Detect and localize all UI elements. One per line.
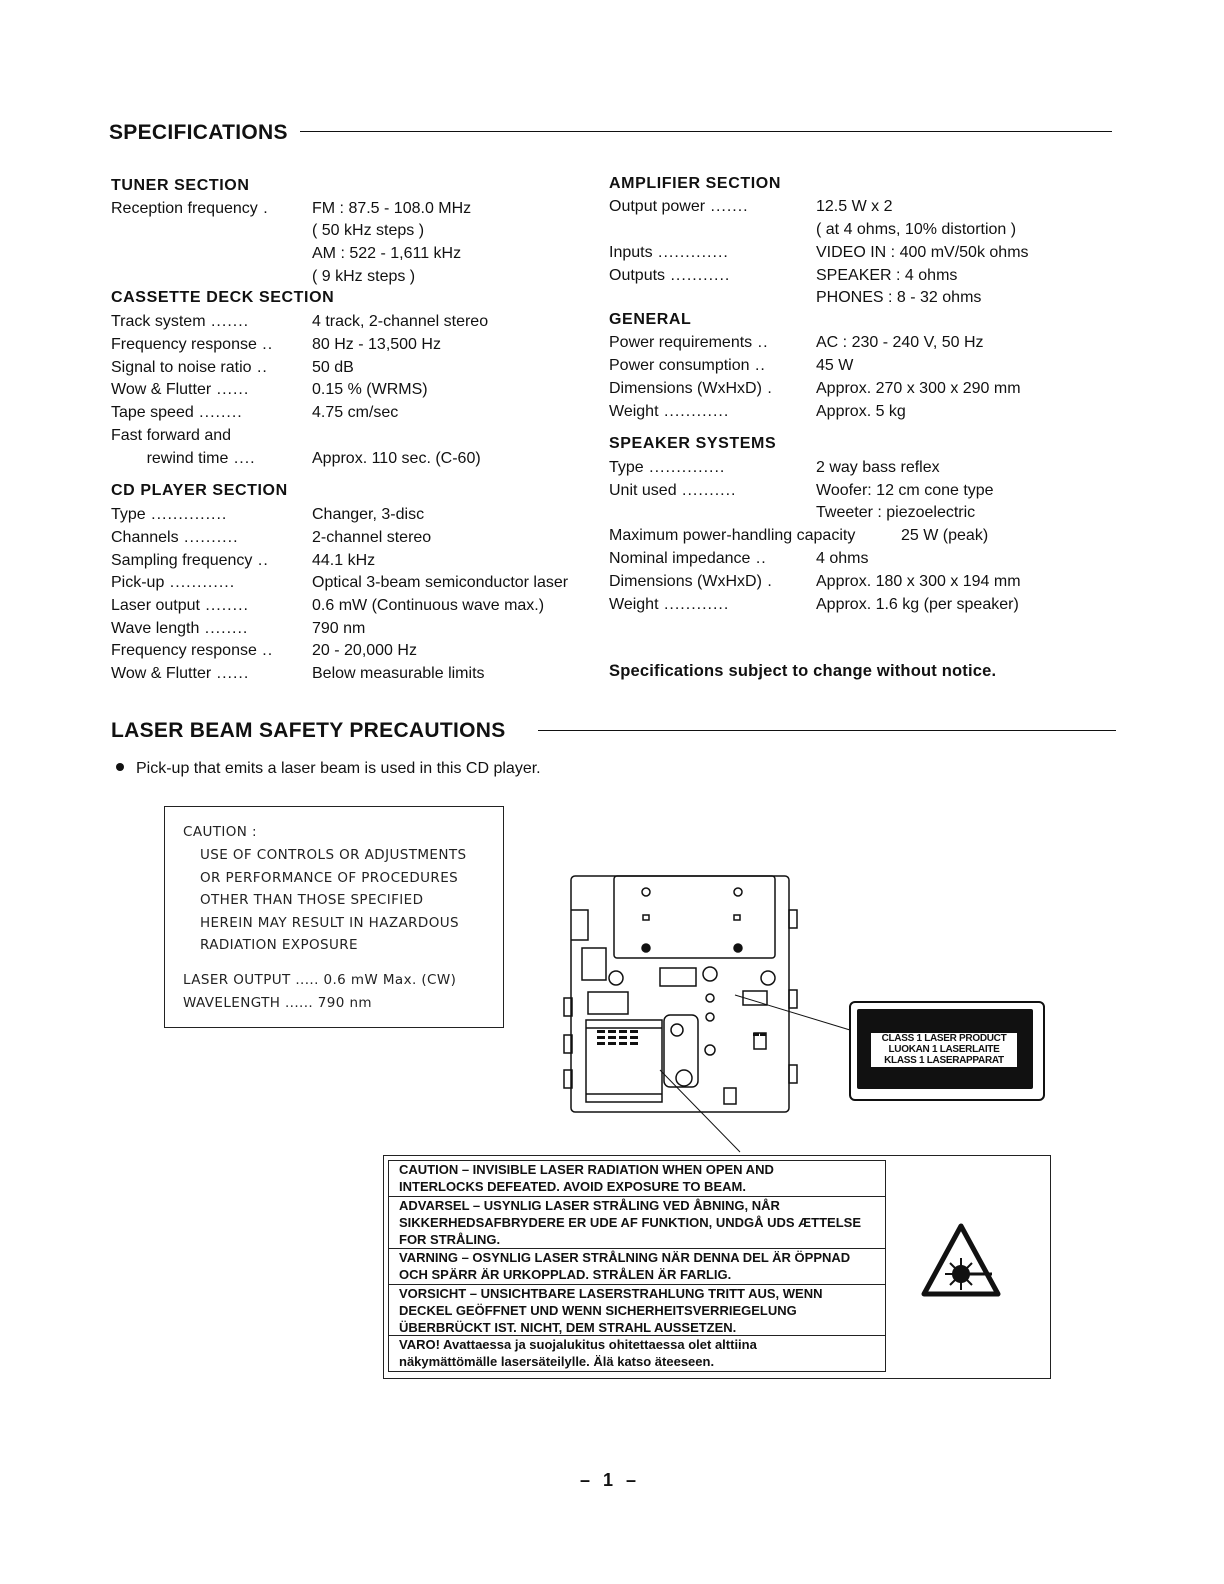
spec-value: 50 dB: [312, 359, 354, 376]
spec-label: Sampling frequency: [111, 552, 253, 569]
spec-label: Unit used: [609, 482, 677, 499]
label-plate-text: [871, 1033, 1017, 1067]
spec-value: Below measurable limits: [312, 665, 485, 682]
spec-leader-dots: ......: [211, 381, 250, 398]
spec-label: Wave length: [111, 620, 200, 637]
spec-value: ( 50 kHz steps ): [312, 222, 425, 239]
cd-section-title: CD PLAYER SECTION: [111, 482, 288, 499]
warning-line: SIKKERHEDSAFBRYDERE ER UDE AF FUNKTION, UNDGÅ UDS ÆTTELSE: [399, 1215, 862, 1230]
caution-line: OR PERFORMANCE OF PROCEDURES: [200, 870, 459, 886]
warning-line: VORSICHT – UNSICHTBARE LASERSTRAHLUNG TRITT AUS, WENN: [399, 1286, 823, 1301]
general-section-title: GENERAL: [609, 311, 692, 328]
spec-value: VIDEO IN : 400 mV/50k ohms: [816, 244, 1029, 261]
spec-leader-dots: .: [257, 200, 269, 217]
spec-label: Type: [609, 459, 644, 476]
spec-value: 20 - 20,000 Hz: [312, 642, 417, 659]
spec-value: 2-channel stereo: [312, 529, 432, 546]
spec-value: 44.1 kHz: [312, 552, 376, 569]
spec-value: SPEAKER : 4 ohms: [816, 267, 958, 284]
spec-label: Signal to noise ratio: [111, 359, 252, 376]
spec-label: Laser output: [111, 597, 200, 614]
spec-value: 80 Hz - 13,500 Hz: [312, 336, 441, 353]
spec-leader-dots: ............: [164, 574, 236, 591]
spec-leader-dots: ........: [199, 620, 249, 637]
spec-leader-dots: .......: [205, 313, 250, 330]
laser-hazard-icon: [920, 1222, 1002, 1298]
bullet-dot: [116, 763, 124, 771]
spec-value: 790 nm: [312, 620, 366, 637]
spec-value: 25 W (peak): [901, 527, 989, 544]
spec-leader-dots: ..............: [643, 459, 726, 476]
warning-line: näkymättömälle lasersäteilylle. Älä katso äteeseen.: [399, 1354, 715, 1369]
spec-leader-dots: .: [761, 573, 773, 590]
spec-value: 0.15 % (WRMS): [312, 381, 428, 398]
spec-value: Approx. 110 sec. (C-60): [312, 450, 481, 467]
spec-value: 4 ohms: [816, 550, 869, 567]
warning-line: DECKEL GEÖFFNET UND WENN SICHERHEITSVERRIEGELUNG: [399, 1303, 797, 1318]
spec-value: 4 track, 2-channel stereo: [312, 313, 489, 330]
spec-leader-dots: ..: [251, 359, 268, 376]
page-number: – 1 –: [580, 1470, 641, 1490]
warning-line: OCH SPÄRR ÄR URKOPPLAD. STRÅLEN ÄR FARLIG.: [399, 1267, 732, 1282]
spec-value: Approx. 1.6 kg (per speaker): [816, 596, 1019, 613]
spec-label: Weight: [609, 596, 659, 613]
spec-leader-dots: ..: [256, 336, 274, 353]
warning-line: INTERLOCKS DEFEATED. AVOID EXPOSURE TO BEAM.: [399, 1179, 746, 1194]
spec-value: 2 way bass reflex: [816, 459, 940, 476]
warning-language-block: [389, 1336, 885, 1371]
spec-leader-dots: ...........: [665, 267, 731, 284]
spec-leader-dots: ......: [211, 665, 250, 682]
caution-box: [164, 806, 504, 1028]
spec-value: Woofer: 12 cm cone type: [816, 482, 994, 499]
spec-leader-dots: ..: [749, 357, 766, 374]
spec-label: Type: [111, 506, 146, 523]
wavelength-line: WAVELENGTH ...... 790 nm: [183, 995, 372, 1011]
spec-value: AM : 522 - 1,611 kHz: [312, 245, 462, 262]
spec-leader-dots: .............: [652, 244, 729, 261]
spec-leader-dots: ..........: [676, 482, 737, 499]
spec-value: AC : 230 - 240 V, 50 Hz: [816, 334, 984, 351]
spec-leader-dots: ........: [193, 404, 243, 421]
class1-label-plate: [849, 1001, 1045, 1101]
amplifier-section-title: AMPLIFIER SECTION: [609, 175, 781, 192]
spec-label: Weight: [609, 403, 659, 420]
spec-value: 4.75 cm/sec: [312, 404, 399, 421]
cassette-section-title: CASSETTE DECK SECTION: [111, 289, 335, 306]
spec-leader-dots: ..............: [145, 506, 228, 523]
warning-line: FOR STRÅLING.: [399, 1232, 501, 1247]
spec-value: 0.6 mW (Continuous wave max.): [312, 597, 545, 614]
spec-label: Wow & Flutter: [111, 665, 212, 682]
spec-label: Frequency response: [111, 336, 257, 353]
spec-leader-dots: ..........: [178, 529, 239, 546]
spec-label: Maximum power-handling capacity: [609, 527, 856, 544]
class-label-line: LUOKAN 1 LASERLAITE: [888, 1044, 1000, 1055]
spec-label: Nominal impedance: [609, 550, 751, 567]
specifications-heading: SPECIFICATIONS: [109, 121, 288, 144]
spec-value: Optical 3-beam semiconductor laser: [312, 574, 569, 591]
heading-rule: [300, 131, 1112, 132]
spec-leader-dots: ..: [752, 334, 769, 351]
spec-leader-dots: .......: [705, 198, 749, 215]
spec-value: Approx. 270 x 300 x 290 mm: [816, 380, 1021, 397]
caution-line: USE OF CONTROLS OR ADJUSTMENTS: [200, 847, 467, 863]
spec-label: Tape speed: [111, 404, 194, 421]
spec-leader-dots: ..: [252, 552, 269, 569]
spec-label: Power consumption: [609, 357, 750, 374]
spec-leader-dots: ..: [256, 642, 274, 659]
bullet-text: Pick-up that emits a laser beam is used in this CD player.: [136, 760, 541, 777]
spec-notice: Specifications subject to change without notice.: [609, 662, 997, 680]
warning-language-block: [389, 1161, 885, 1197]
class-label-line: KLASS 1 LASERAPPARAT: [884, 1055, 1004, 1066]
spec-value: Tweeter : piezoelectric: [816, 504, 976, 521]
spec-leader-dots: .: [761, 380, 773, 397]
caution-title: CAUTION :: [183, 824, 257, 840]
class-label-line: CLASS 1 LASER PRODUCT: [881, 1033, 1007, 1044]
spec-label: Frequency response: [111, 642, 257, 659]
warning-line: ADVARSEL – USYNLIG LASER STRÅLING VED ÅBNING, NÅR: [399, 1198, 780, 1213]
heading-rule: [538, 730, 1116, 731]
spec-value: ( 9 kHz steps ): [312, 268, 416, 285]
warning-line: VARNING – OSYNLIG LASER STRÅLNING NÄR DENNA DEL ÄR ÖPPNAD: [399, 1250, 851, 1265]
spec-label: Inputs: [609, 244, 653, 261]
spec-leader-dots: ..: [750, 550, 767, 567]
spec-leader-dots: ............: [658, 403, 730, 420]
label-plate-black: [857, 1009, 1033, 1089]
bullet-item: [116, 760, 541, 778]
spec-leader-dots: ............: [658, 596, 730, 613]
spec-leader-dots: ........: [199, 597, 249, 614]
spec-value: ( at 4 ohms, 10% distortion ): [816, 221, 1017, 238]
caution-line: OTHER THAN THOSE SPECIFIED: [200, 892, 424, 908]
spec-label: Output power: [609, 198, 706, 215]
warning-line: CAUTION – INVISIBLE LASER RADIATION WHEN OPEN AND: [399, 1162, 774, 1177]
spec-value: Approx. 180 x 300 x 194 mm: [816, 573, 1021, 590]
spec-label: Dimensions (WxHxD): [609, 573, 762, 590]
warning-language-block: [389, 1249, 885, 1285]
warning-line: ÜBERBRÜCKT IST. NICHT, DEM STRAHL AUSSETZEN.: [399, 1320, 737, 1335]
spec-label: Power requirements: [609, 334, 753, 351]
spec-label: Reception frequency: [111, 200, 258, 217]
spec-leader-dots: ....: [228, 450, 256, 467]
spec-value: Approx. 5 kg: [816, 403, 906, 420]
spec-label: Outputs: [609, 267, 666, 284]
spec-label: Dimensions (WxHxD): [609, 380, 762, 397]
spec-value: FM : 87.5 - 108.0 MHz: [312, 200, 472, 217]
warning-language-block: [389, 1197, 885, 1249]
speaker-section-title: SPEAKER SYSTEMS: [609, 435, 777, 452]
spec-label: Track system: [111, 313, 206, 330]
warning-line: VARO! Avattaessa ja suojalukitus ohitettaessa olet alttiina: [399, 1337, 757, 1352]
tuner-section-title: TUNER SECTION: [111, 177, 250, 194]
spec-value: PHONES : 8 - 32 ohms: [816, 289, 982, 306]
spec-value: 12.5 W x 2: [816, 198, 893, 215]
spec-label: rewind time: [111, 450, 229, 467]
warning-language-block: [389, 1285, 885, 1336]
caution-line: HEREIN MAY RESULT IN HAZARDOUS: [200, 915, 459, 931]
laser-warning-text-panel: [388, 1160, 886, 1372]
spec-label: Pick-up: [111, 574, 165, 591]
laser-safety-heading: LASER BEAM SAFETY PRECAUTIONS: [111, 719, 506, 742]
spec-label: Fast forward and: [111, 427, 232, 444]
spec-value: Changer, 3-disc: [312, 506, 425, 523]
spec-label: Channels: [111, 529, 179, 546]
spec-label: Wow & Flutter: [111, 381, 212, 398]
spec-value: 45 W: [816, 357, 854, 374]
laser-output-line: LASER OUTPUT ..... 0.6 mW Max. (CW): [183, 972, 457, 988]
caution-line: RADIATION EXPOSURE: [200, 937, 358, 953]
device-bottom-diagram: [560, 870, 860, 1160]
